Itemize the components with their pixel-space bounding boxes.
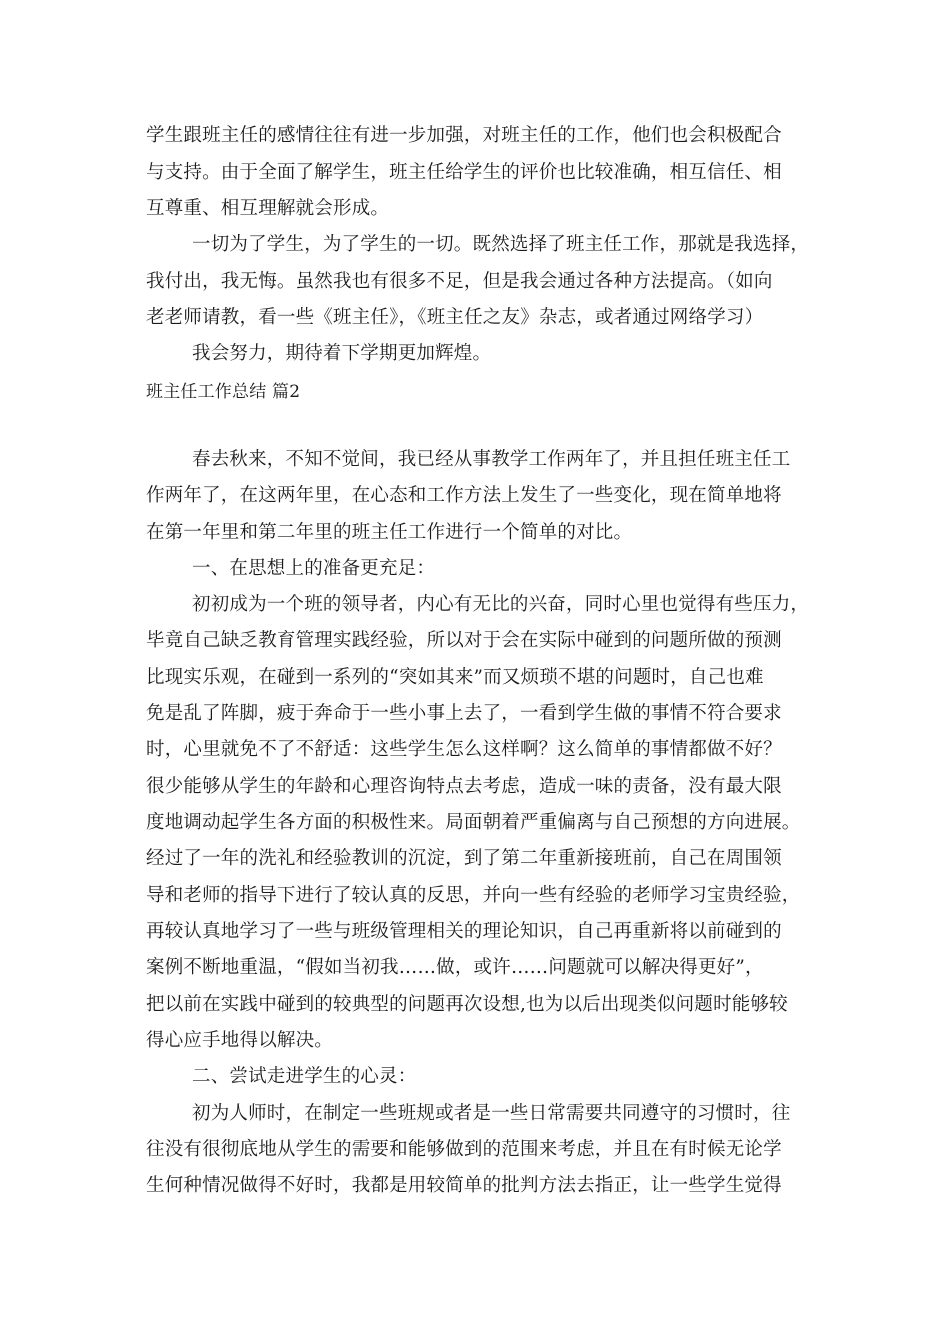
text-line: 互尊重、相互理解就会形成。 (146, 198, 390, 219)
text-line: 我会努力，期待着下学期更加辉煌。 (192, 343, 492, 364)
text-line: 很少能够从学生的年龄和心理咨询特点去考虑，造成一味的责备，没有最大限 (146, 776, 782, 797)
text-line: 初初成为一个班的领导者，内心有无比的兴奋，同时心里也觉得有些压力， (192, 594, 810, 615)
text-line: 往没有很彻底地从学生的需要和能够做到的范围来考虑，并且在有时候无论学 (146, 1139, 782, 1160)
text-line: 一切为了学生，为了学生的一切。既然选择了班主任工作，那就是我选择， (192, 234, 810, 255)
text-line: 时，心里就免不了不舒适：这些学生怎么这样啊？这么简单的事情都做不好？ (146, 739, 782, 760)
subheading-line: 二、尝试走进学生的心灵： (192, 1066, 417, 1087)
text-line: 我付出，我无悔。虽然我也有很多不足，但是我会通过各种方法提高。（如向 (146, 271, 773, 292)
text-line: 在第一年里和第二年里的班主任工作进行一个简单的对比。 (146, 522, 633, 543)
section-heading: 班主任工作总结 篇2 (146, 382, 301, 402)
text-line: 比现实乐观，在碰到一系列的“突如其来”而又烦琐不堪的问题时，自己也难 (146, 667, 764, 688)
text-line: 免是乱了阵脚，疲于奔命于一些小事上去了，一看到学生做的事情不符合要求 (146, 703, 782, 724)
text-line: 度地调动起学生各方面的积极性来。局面朝着严重偏离与自己预想的方向进展。 (146, 812, 801, 833)
text-line: 导和老师的指导下进行了较认真的反思，并向一些有经验的老师学习宝贵经验， (146, 885, 801, 906)
text-line: 毕竟自己缺乏教育管理实践经验，所以对于会在实际中碰到的问题所做的预测 (146, 630, 782, 651)
text-line: 初为人师时，在制定一些班规或者是一些日常需要共同遵守的习惯时，往 (192, 1103, 791, 1124)
text-line: 作两年了，在这两年里，在心态和工作方法上发生了一些变化，现在简单地将 (146, 485, 782, 506)
text-line: 生何种情况做得不好时，我都是用较简单的批判方法去指正，让一些学生觉得 (146, 1175, 782, 1196)
text-line: 春去秋来，不知不觉间，我已经从事教学工作两年了，并且担任班主任工 (192, 449, 791, 470)
text-line: 老老师请教，看一些《班主任》，《班主任之友》杂志，或者通过网络学习） (146, 307, 764, 328)
text-line: 经过了一年的洗礼和经验教训的沉淀，到了第二年重新接班前，自己在周围领 (146, 848, 782, 869)
subheading-line: 一、在思想上的准备更充足： (192, 558, 436, 579)
text-line: 得心应手地得以解决。 (146, 1030, 334, 1051)
text-line: 再较认真地学习了一些与班级管理相关的理论知识，自己再重新将以前碰到的 (146, 921, 782, 942)
text-line: 学生跟班主任的感情往往有进一步加强，对班主任的工作，他们也会积极配合 (146, 125, 782, 146)
text-line: 与支持。由于全面了解学生，班主任给学生的评价也比较准确，相互信任、相 (146, 162, 782, 183)
text-line: 把以前在实践中碰到的较典型的问题再次设想,也为以后出现类似问题时能够较 (146, 994, 788, 1015)
text-line: 案例不断地重温，“假如当初我……做，或许……问题就可以解决得更好”， (146, 957, 764, 978)
